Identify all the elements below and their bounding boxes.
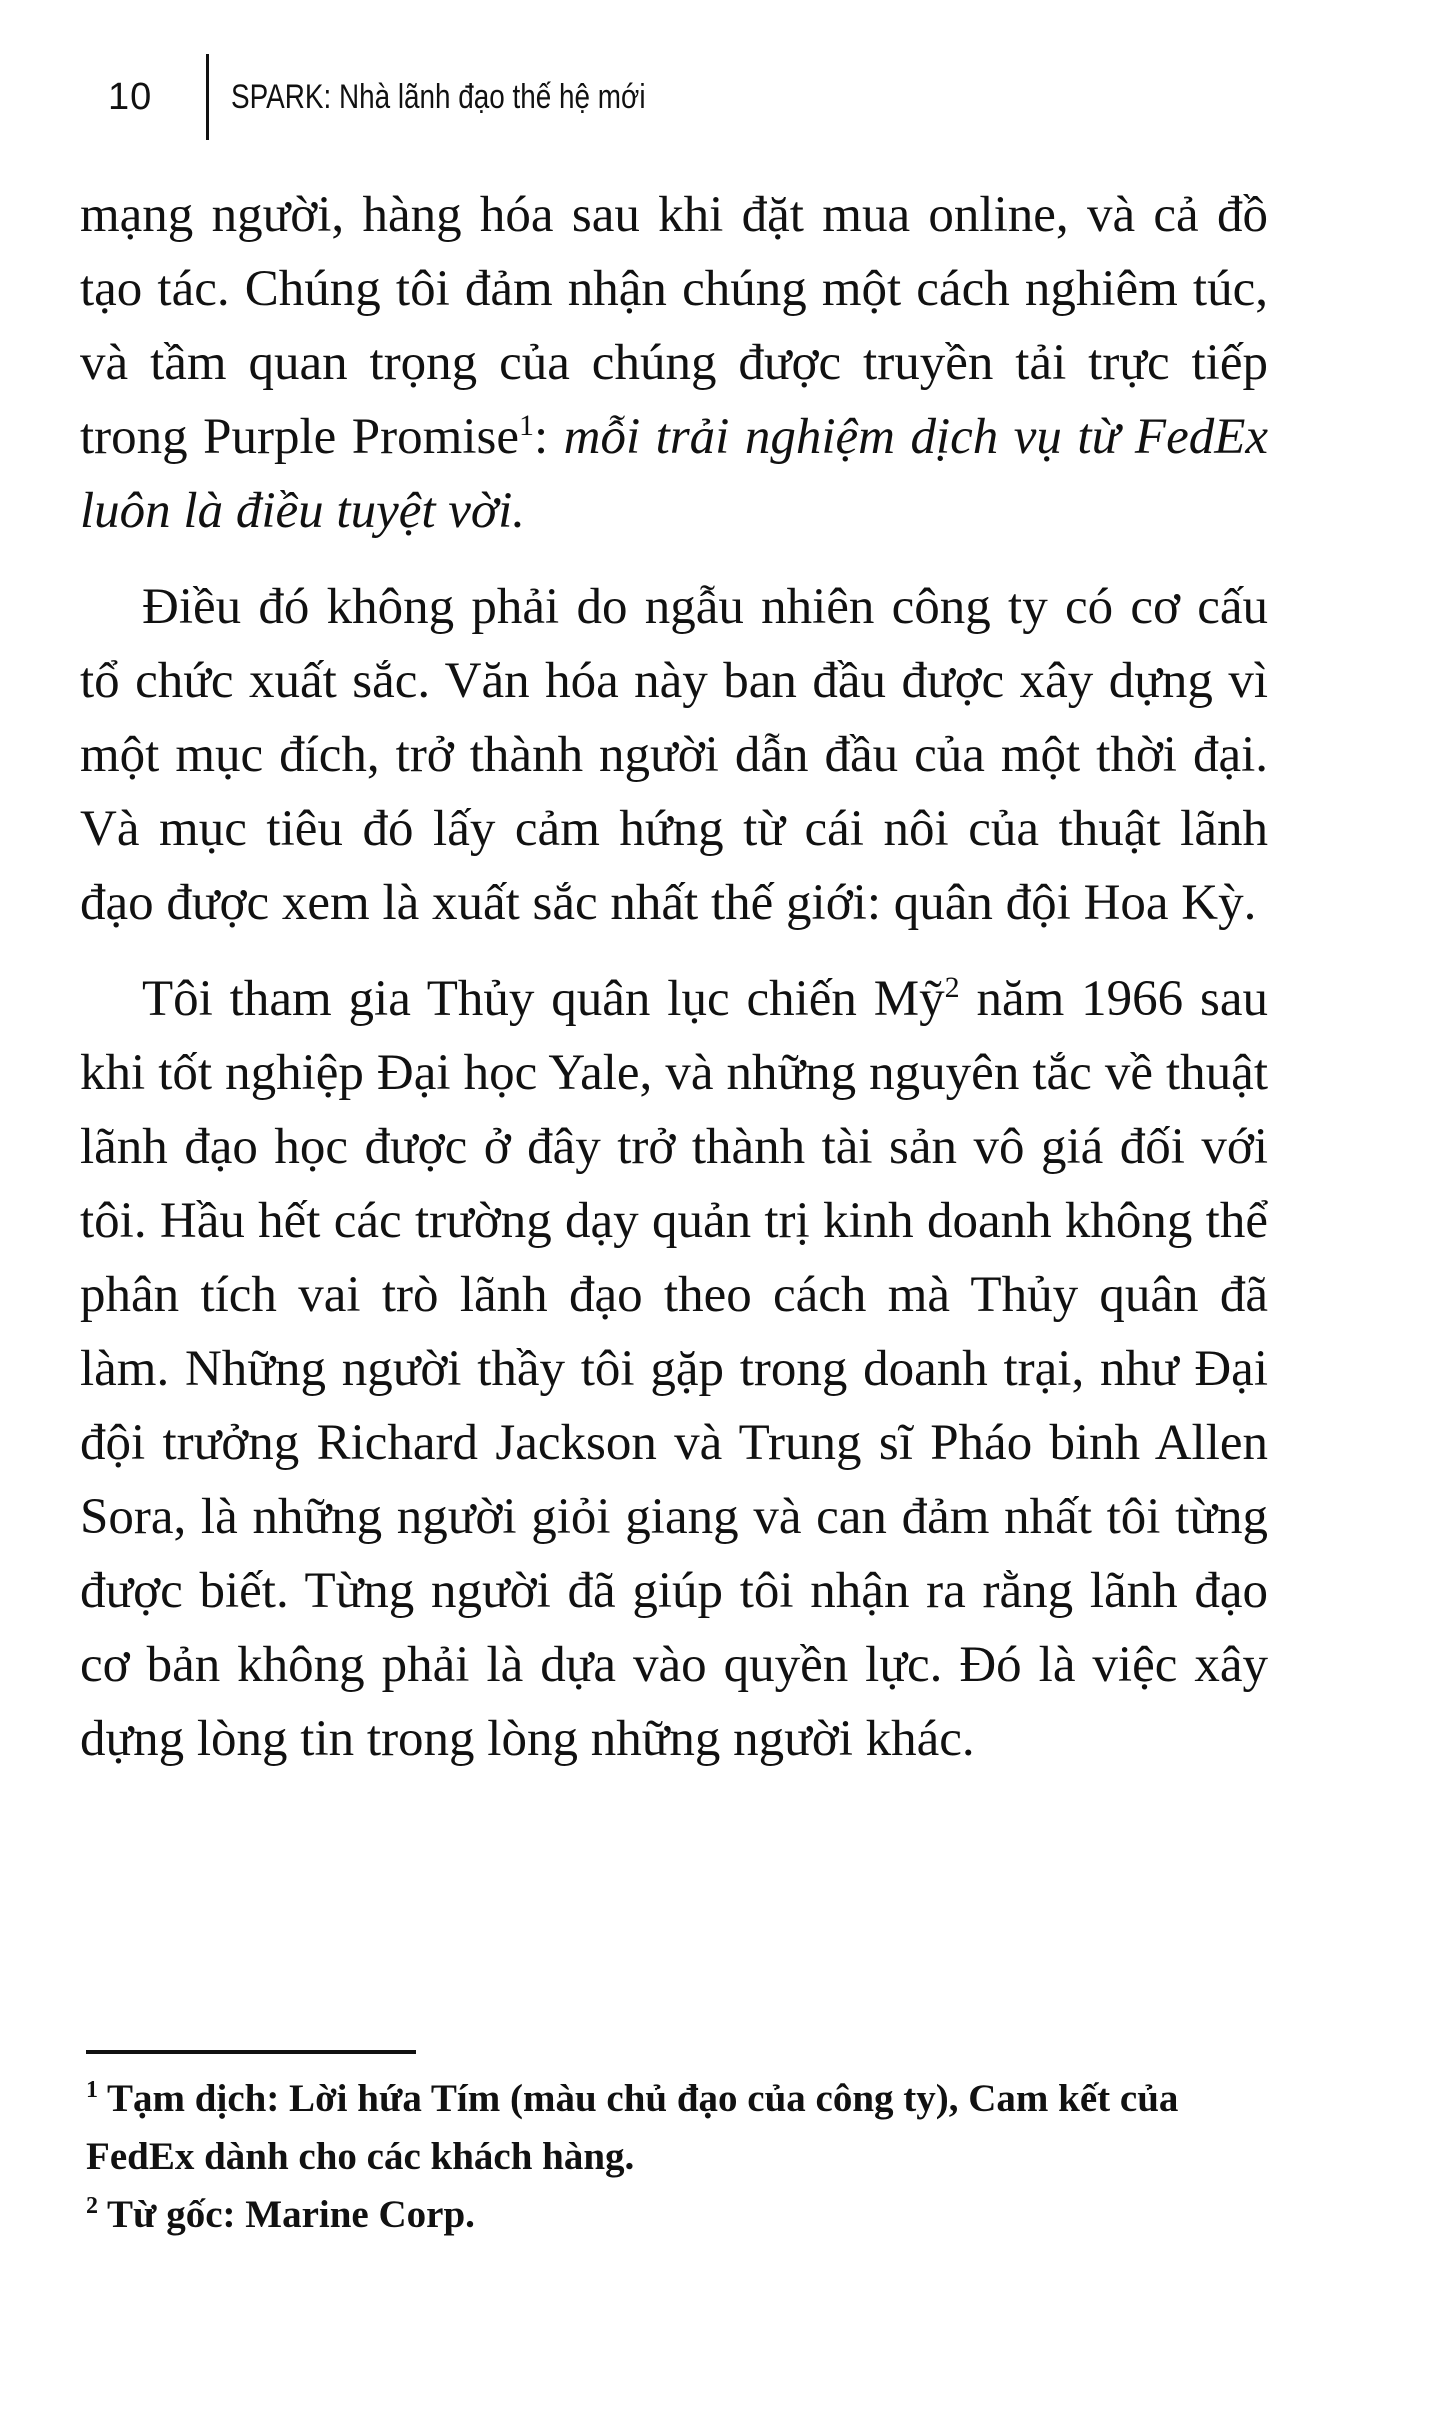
footnote-2	[86, 2186, 1266, 2244]
book-title: SPARK: Nhà lãnh đạo thế hệ mới	[231, 77, 646, 116]
footnote-ref-2: 2	[944, 971, 960, 1004]
paragraph-3	[80, 962, 1268, 1776]
footnote-1-text: Tạm dịch: Lời hứa Tím (màu chủ đạo của công ty), Cam kết của FedEx dành cho các khách hàng.	[86, 2077, 1179, 2178]
running-header	[108, 52, 737, 142]
footnote-2-text: Từ gốc: Marine Corp.	[98, 2193, 475, 2236]
header-divider	[206, 54, 209, 140]
paragraph-1-text: mạng người, hàng hóa sau khi đặt mua online, và cả đồ tạo tác. Chúng tôi đảm nhận chúng một cách nghiêm túc, và tầm quan trọng của chúng được truyền tải trực tiếp trong Purple Promise	[80, 187, 1268, 465]
footnote-2-marker: 2	[86, 2193, 98, 2219]
footnote-1-marker: 1	[86, 2077, 98, 2103]
body-text	[80, 178, 1268, 1776]
page-number: 10	[108, 75, 153, 118]
paragraph-3-rest: năm 1966 sau khi tốt nghiệp Đại học Yale, và những nguyên tắc về thuật lãnh đạo học được ở đây trở thành tài sản vô giá đối với tôi. Hầu hết các trường dạy quản trị kinh doanh không thể phân tích vai trò lãnh đạo theo cách mà Thủy quân đã làm. Những người thầy tôi gặp trong doanh trại, như Đại đội trưởng Richard Jackson và Trung sĩ Pháo binh Allen Sora, là những người giỏi giang và can đảm nhất tôi từng được biết. Từng người đã giúp tôi nhận ra rằng lãnh đạo cơ bản không phải là dựa vào quyền lực. Đó là việc xây dựng lòng tin trong lòng những người khác.	[80, 971, 1268, 1767]
paragraph-1-colon: :	[533, 409, 564, 465]
footnote-divider	[86, 2050, 416, 2054]
footnotes	[86, 2070, 1266, 2244]
paragraph-1	[80, 178, 1268, 548]
footnote-ref-1: 1	[518, 409, 534, 442]
paragraph-1-italic: mỗi trải nghiệm dịch vụ từ FedEx luôn là điều tuyệt vời.	[80, 409, 1268, 539]
footnote-1	[86, 2070, 1266, 2186]
paragraph-3-start: Tôi tham gia Thủy quân lục chiến Mỹ	[142, 971, 945, 1027]
paragraph-2: Điều đó không phải do ngẫu nhiên công ty có cơ cấu tổ chức xuất sắc. Văn hóa này ban đầu được xây dựng vì một mục đích, trở thành người dẫn đầu của một thời đại. Và mục tiêu đó lấy cảm hứng từ cái nôi của thuật lãnh đạo được xem là xuất sắc nhất thế giới: quân đội Hoa Kỳ.	[80, 579, 1268, 931]
